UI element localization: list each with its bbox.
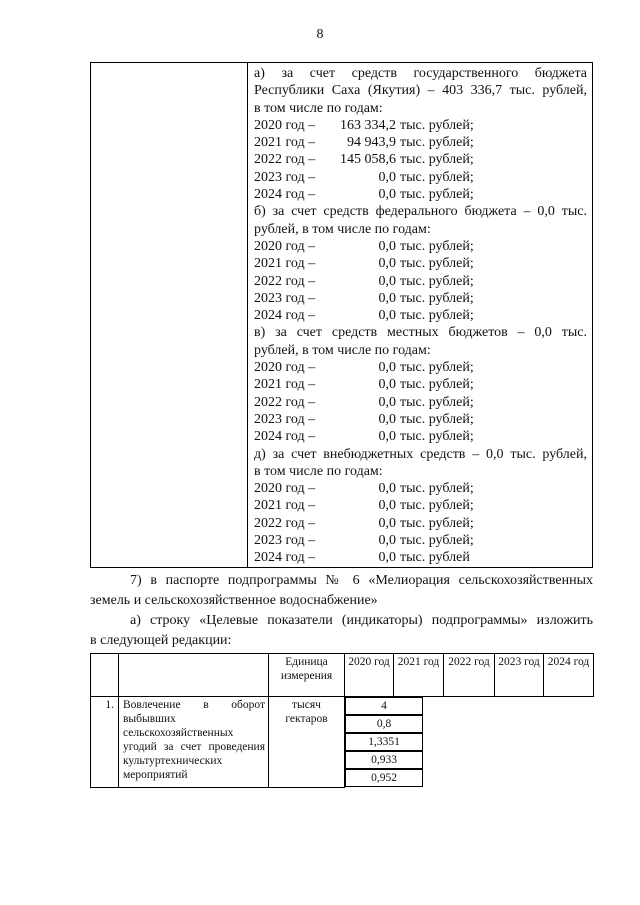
amount-unit: тыс. рублей; bbox=[400, 238, 474, 254]
header-unit: Единица измерения bbox=[269, 654, 345, 697]
amount-unit: тыс. рублей; bbox=[400, 515, 474, 531]
amount-value: 0,0 bbox=[378, 498, 396, 514]
amount-unit: тыс. рублей; bbox=[400, 498, 474, 514]
amount-value: 94 943,9 bbox=[347, 135, 396, 151]
state-budget-intro-line: Республики Саха (Якутия) – 403 336,7 тыс. рублей, bbox=[254, 83, 587, 99]
financing-content bbox=[248, 63, 592, 567]
state-budget-year-row bbox=[254, 117, 587, 134]
local-budgets-intro-line: в) за счет средств местных бюджетов – 0,0 тыс. bbox=[254, 325, 587, 341]
amount-unit: тыс. рублей; bbox=[400, 533, 474, 549]
header-year-2020: 2020 год bbox=[345, 654, 394, 697]
amount-value: 0,0 bbox=[378, 411, 396, 427]
financing-content-cell bbox=[248, 63, 593, 568]
amount-unit: тыс. рублей; bbox=[400, 256, 474, 272]
value-2020: 4 bbox=[345, 697, 423, 715]
amount-unit: тыс. рублей; bbox=[400, 411, 474, 427]
federal-budget-year-row bbox=[254, 273, 587, 290]
year-label: 2023 год – bbox=[254, 411, 316, 427]
amount-value: 0,0 bbox=[378, 238, 396, 254]
amount-value: 0,0 bbox=[378, 533, 396, 549]
financing-label-cell bbox=[91, 63, 248, 568]
amount-value: 0,0 bbox=[378, 360, 396, 376]
amount-value: 0,0 bbox=[378, 169, 396, 185]
year-label: 2024 год – bbox=[254, 550, 316, 566]
header-year-2023: 2023 год bbox=[495, 654, 544, 697]
state-budget-section bbox=[254, 65, 587, 203]
local-budgets-intro-line: рублей, в том числе по годам: bbox=[254, 342, 431, 358]
extrabudgetary-year-row bbox=[254, 532, 587, 549]
year-label: 2022 год – bbox=[254, 394, 316, 410]
amount-value: 0,0 bbox=[378, 308, 396, 324]
local-budgets-year-row bbox=[254, 411, 587, 428]
paragraph-a bbox=[90, 611, 593, 650]
value-2023: 0,933 bbox=[345, 751, 423, 769]
amount-value: 0,0 bbox=[378, 187, 396, 203]
table-row bbox=[91, 697, 594, 788]
indicator-unit: тысяч гектаров bbox=[269, 697, 345, 788]
local-budgets-year-row bbox=[254, 359, 587, 376]
year-label: 2024 год – bbox=[254, 187, 316, 203]
year-label: 2020 год – bbox=[254, 238, 316, 254]
header-year-2022: 2022 год bbox=[444, 654, 495, 697]
federal-budget-year-row bbox=[254, 290, 587, 307]
amount-value: 0,0 bbox=[378, 273, 396, 289]
amount-value: 0,0 bbox=[378, 515, 396, 531]
header-indicator bbox=[119, 654, 269, 697]
header-year-2021: 2021 год bbox=[394, 654, 444, 697]
state-budget-year-row bbox=[254, 151, 587, 168]
amount-unit: тыс. рублей; bbox=[400, 152, 474, 168]
local-budgets-year-row bbox=[254, 376, 587, 393]
page-number: 8 bbox=[316, 27, 324, 42]
amount-unit: тыс. рублей; bbox=[400, 169, 474, 185]
amount-unit: тыс. рублей bbox=[400, 550, 470, 566]
year-label: 2021 год – bbox=[254, 135, 316, 151]
state-budget-year-row bbox=[254, 186, 587, 203]
state-budget-year-row bbox=[254, 134, 587, 151]
paragraph-7 bbox=[90, 571, 593, 610]
amount-value: 0,0 bbox=[378, 481, 396, 497]
year-label: 2022 год – bbox=[254, 515, 316, 531]
amount-unit: тыс. рублей; bbox=[400, 290, 474, 306]
year-label: 2020 год – bbox=[254, 481, 316, 497]
local-budgets-year-row bbox=[254, 428, 587, 445]
paragraph-line: 7) в паспорте подпрограммы № 6 «Мелиорация сельскохозяйственных bbox=[130, 573, 593, 588]
row-number: 1. bbox=[91, 697, 119, 788]
amount-unit: тыс. рублей; bbox=[400, 481, 474, 497]
year-label: 2020 год – bbox=[254, 360, 316, 376]
federal-budget-year-row bbox=[254, 307, 587, 324]
paragraph-line: земель и сельскохозяйственное водоснабжение» bbox=[90, 592, 378, 608]
extrabudgetary-intro-line: в том числе по годам: bbox=[254, 463, 383, 479]
amount-unit: тыс. рублей; bbox=[400, 360, 474, 376]
indicators-header-row bbox=[91, 654, 594, 697]
year-label: 2022 год – bbox=[254, 273, 316, 289]
amount-value: 145 058,6 bbox=[340, 152, 396, 168]
amount-unit: тыс. рублей; bbox=[400, 429, 474, 445]
federal-budget-section bbox=[254, 203, 587, 324]
extrabudgetary-intro-line: д) за счет внебюджетных средств – 0,0 тыс. рублей, bbox=[254, 446, 587, 462]
amount-value: 0,0 bbox=[378, 394, 396, 410]
header-number bbox=[91, 654, 119, 697]
amount-value: 163 334,2 bbox=[340, 117, 396, 133]
amount-unit: тыс. рублей; bbox=[400, 394, 474, 410]
year-label: 2023 год – bbox=[254, 533, 316, 549]
year-label: 2024 год – bbox=[254, 429, 316, 445]
year-label: 2021 год – bbox=[254, 498, 316, 514]
federal-budget-year-row bbox=[254, 255, 587, 272]
amount-value: 0,0 bbox=[378, 429, 396, 445]
federal-budget-year-row bbox=[254, 238, 587, 255]
extrabudgetary-year-row bbox=[254, 515, 587, 532]
value-2024: 0,952 bbox=[345, 769, 423, 787]
year-label: 2021 год – bbox=[254, 377, 316, 393]
amount-unit: тыс. рублей; bbox=[400, 377, 474, 393]
paragraph-line: в следующей редакции: bbox=[90, 632, 232, 648]
state-budget-year-row bbox=[254, 169, 587, 186]
year-label: 2022 год – bbox=[254, 152, 316, 168]
amount-value: 0,0 bbox=[378, 256, 396, 272]
federal-budget-intro-line: б) за счет средств федерального бюджета – 0,0 тыс. bbox=[254, 204, 587, 220]
extrabudgetary-section bbox=[254, 446, 587, 567]
extrabudgetary-year-row bbox=[254, 497, 587, 514]
year-label: 2021 год – bbox=[254, 256, 316, 272]
federal-budget-intro-line: рублей, в том числе по годам: bbox=[254, 221, 431, 237]
amount-unit: тыс. рублей; bbox=[400, 187, 474, 203]
indicator-name: Вовлечение в оборот выбывших сельскохозяйственных угодий за счет проведения культуртехнических мероприятий bbox=[119, 697, 269, 788]
state-budget-intro-line: а) за счет средств государственного бюджета bbox=[254, 66, 587, 81]
extrabudgetary-year-row bbox=[254, 480, 587, 497]
state-budget-intro-line: в том числе по годам: bbox=[254, 100, 383, 116]
header-year-2024: 2024 год bbox=[544, 654, 594, 697]
year-label: 2020 год – bbox=[254, 117, 316, 133]
financing-table bbox=[90, 62, 593, 568]
amount-value: 0,0 bbox=[378, 290, 396, 306]
amount-unit: тыс. рублей; bbox=[400, 117, 474, 133]
value-2021: 0,8 bbox=[345, 715, 423, 733]
amount-value: 0,0 bbox=[378, 550, 396, 566]
extrabudgetary-year-row bbox=[254, 549, 587, 566]
amount-unit: тыс. рублей; bbox=[400, 308, 474, 324]
indicators-table bbox=[90, 653, 594, 788]
paragraph-line: а) строку «Целевые показатели (индикаторы) подпрограммы» изложить bbox=[130, 613, 593, 628]
local-budgets-section bbox=[254, 324, 587, 445]
year-label: 2024 год – bbox=[254, 308, 316, 324]
local-budgets-year-row bbox=[254, 394, 587, 411]
amount-unit: тыс. рублей; bbox=[400, 273, 474, 289]
year-label: 2023 год – bbox=[254, 169, 316, 185]
amount-value: 0,0 bbox=[378, 377, 396, 393]
year-label: 2023 год – bbox=[254, 290, 316, 306]
value-2022: 1,3351 bbox=[345, 733, 423, 751]
amount-unit: тыс. рублей; bbox=[400, 135, 474, 151]
